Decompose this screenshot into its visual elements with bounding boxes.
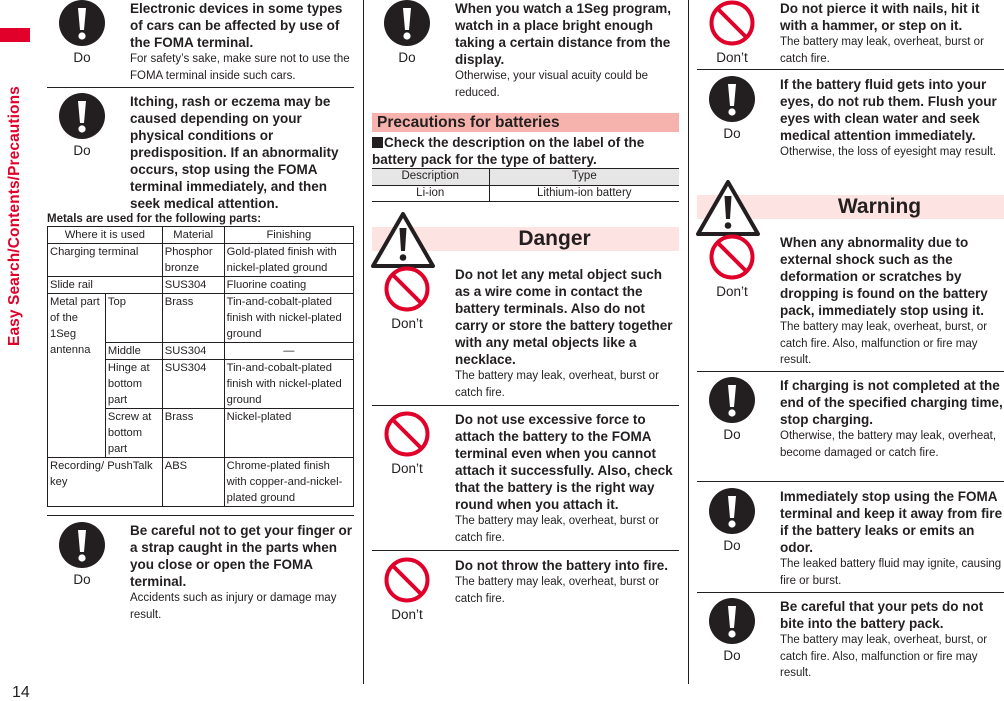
- icon-label: Do: [73, 50, 91, 65]
- exclamation-circle-icon: [384, 0, 430, 46]
- precaution-detail: Otherwise, the battery may leak, overheat, become damaged or catch fire.: [780, 430, 997, 459]
- banner-label: Warning: [837, 195, 922, 218]
- table-header-row: Description Type: [372, 169, 679, 186]
- danger-banner: [372, 227, 679, 251]
- precaution-detail: The battery may leak, overheat, burst or catch fire.: [455, 515, 659, 544]
- square-bullet-icon: [372, 137, 383, 148]
- icon-label: Don’t: [391, 607, 423, 622]
- exclamation-circle-icon: [59, 522, 105, 568]
- table-row: Charging terminal Phosphor bronze Gold-plated finish with nickel-plated ground: [48, 244, 354, 277]
- precaution-detail: The battery may leak, overheat, burst, or catch fire. Also, malfunction or fire may result.: [780, 634, 988, 679]
- prohibited-icon: [709, 234, 755, 280]
- divider: [372, 405, 679, 406]
- precaution-heading: Do not let any metal object such as a wire come in contact the battery terminals. Also do not carry or store the battery together with any metal objects like a necklace.: [455, 267, 673, 367]
- icon-label: Do: [723, 538, 741, 553]
- precaution-heading: Do not use excessive force to attach the battery to the FOMA terminal even when you cannot attach it successfully. Also, check that the battery is the right way round when you attach it.: [455, 412, 673, 512]
- section-title: Precautions for batteries: [372, 113, 679, 132]
- icon-label: Do: [398, 50, 416, 65]
- precaution-heading: Itching, rash or eczema may be caused depending on your physical conditions or predisposition. If an abnormality occurs, stop using the FOMA terminal immediately, and then seek medical attention.: [130, 94, 339, 211]
- table-header-row: Where it is used Material Finishing: [48, 227, 354, 244]
- icon-label: Do: [723, 648, 741, 663]
- icon-label: Do: [723, 427, 741, 442]
- prohibited-icon: [709, 0, 755, 46]
- precaution-detail: The battery may leak, overheat, burst or catch fire.: [780, 36, 984, 65]
- precaution-detail: The battery may leak, overheat, burst, or catch fire. Also, malfunction or fire may result.: [780, 321, 988, 366]
- precaution-heading: Be careful that your pets do not bite into the battery pack.: [780, 599, 984, 631]
- precaution-detail: Accidents such as injury or damage may result.: [130, 592, 337, 621]
- precaution-heading: Electronic devices in some types of cars can be affected by use of the FOMA terminal.: [130, 1, 343, 50]
- table-row: Slide rail SUS304 Fluorine coating: [48, 277, 354, 294]
- section-tab-marker: [0, 28, 30, 42]
- icon-label: Do: [723, 126, 741, 141]
- table-row: Metal part of the 1Seg antenna Top Brass Tin-and-cobalt-plated finish with nickel-plated ground: [48, 294, 354, 343]
- icon-label: Do: [73, 143, 91, 158]
- precaution-detail: Otherwise, the loss of eyesight may result.: [780, 146, 997, 158]
- page-number: 14: [12, 684, 30, 701]
- precaution-detail: The battery may leak, overheat, burst or catch fire.: [455, 576, 659, 605]
- icon-label: Don’t: [716, 50, 748, 65]
- exclamation-circle-icon: [59, 93, 105, 139]
- section-sidebar-label[interactable]: Easy Search/Contents/Precautions: [6, 86, 23, 346]
- precaution-heading: Immediately stop using the FOMA terminal and keep it away from fire if the battery leaks or emits an odor.: [780, 489, 1003, 555]
- column-divider: [363, 0, 364, 684]
- check-heading: Check the description on the label of the battery pack for the type of battery.: [372, 135, 645, 167]
- icon-label: Don’t: [391, 461, 423, 476]
- precaution-heading: When you watch a 1Seg program, watch in a place bright enough taking a certain distance from the display.: [455, 1, 672, 67]
- icon-label: Don’t: [716, 284, 748, 299]
- divider: [47, 87, 354, 88]
- exclamation-circle-icon: [709, 76, 755, 122]
- precaution-heading: Do not pierce it with nails, hit it with a hammer, or step on it.: [780, 1, 980, 33]
- precaution-heading: Do not throw the battery into fire.: [455, 558, 668, 573]
- divider: [697, 481, 1004, 482]
- metals-table: [47, 226, 354, 507]
- precaution-heading: If the battery fluid gets into your eyes, do not rub them. Flush your eyes with clean water and seek medical attention immediately.: [780, 77, 997, 143]
- table-row: Hinge at bottom part SUS304 Tin-and-cobalt-plated finish with nickel-plated ground: [48, 360, 354, 409]
- divider: [372, 550, 679, 551]
- battery-type-table: [372, 168, 679, 202]
- divider: [47, 515, 354, 516]
- precaution-detail: The battery may leak, overheat, burst or catch fire.: [455, 370, 659, 399]
- icon-label: Do: [73, 572, 91, 587]
- precaution-heading: If charging is not completed at the end of the specified charging time, stop charging.: [780, 378, 1003, 427]
- exclamation-circle-icon: [709, 488, 755, 534]
- icon-label: Don’t: [391, 316, 423, 331]
- prohibited-icon: [384, 266, 430, 312]
- table-row: Screw at bottom part Brass Nickel-plated: [48, 409, 354, 458]
- precaution-heading: Be careful not to get your finger or a strap caught in the parts when you close or open the FOMA terminal.: [130, 523, 353, 589]
- exclamation-circle-icon: [709, 377, 755, 423]
- banner-label: Danger: [518, 227, 591, 250]
- divider: [697, 592, 1004, 593]
- precaution-detail: The leaked battery fluid may ignite, causing fire or burst.: [780, 558, 1002, 587]
- divider: [697, 371, 1004, 372]
- table-row: Recording/ PushTalk key ABS Chrome-plated finish with copper-and-nickel-plated ground: [48, 458, 354, 507]
- prohibited-icon: [384, 411, 430, 457]
- metals-table-title: Metals are used for the following parts:: [47, 213, 262, 225]
- column-divider: [688, 0, 689, 684]
- exclamation-circle-icon: [59, 0, 105, 46]
- precaution-detail: For safety’s sake, make sure not to use the FOMA terminal inside such cars.: [130, 53, 350, 82]
- precaution-detail: Otherwise, your visual acuity could be reduced.: [455, 70, 649, 99]
- warning-banner: [697, 195, 1004, 219]
- table-row: Li-ion Lithium-ion battery: [372, 185, 679, 202]
- precaution-heading: When any abnormality due to external shock such as the deformation or scratches by dropping is found on the battery pack, immediately stop using it.: [780, 235, 988, 318]
- exclamation-circle-icon: [709, 598, 755, 644]
- prohibited-icon: [384, 557, 430, 603]
- divider: [697, 69, 1004, 70]
- table-row: Middle SUS304 —: [48, 343, 354, 360]
